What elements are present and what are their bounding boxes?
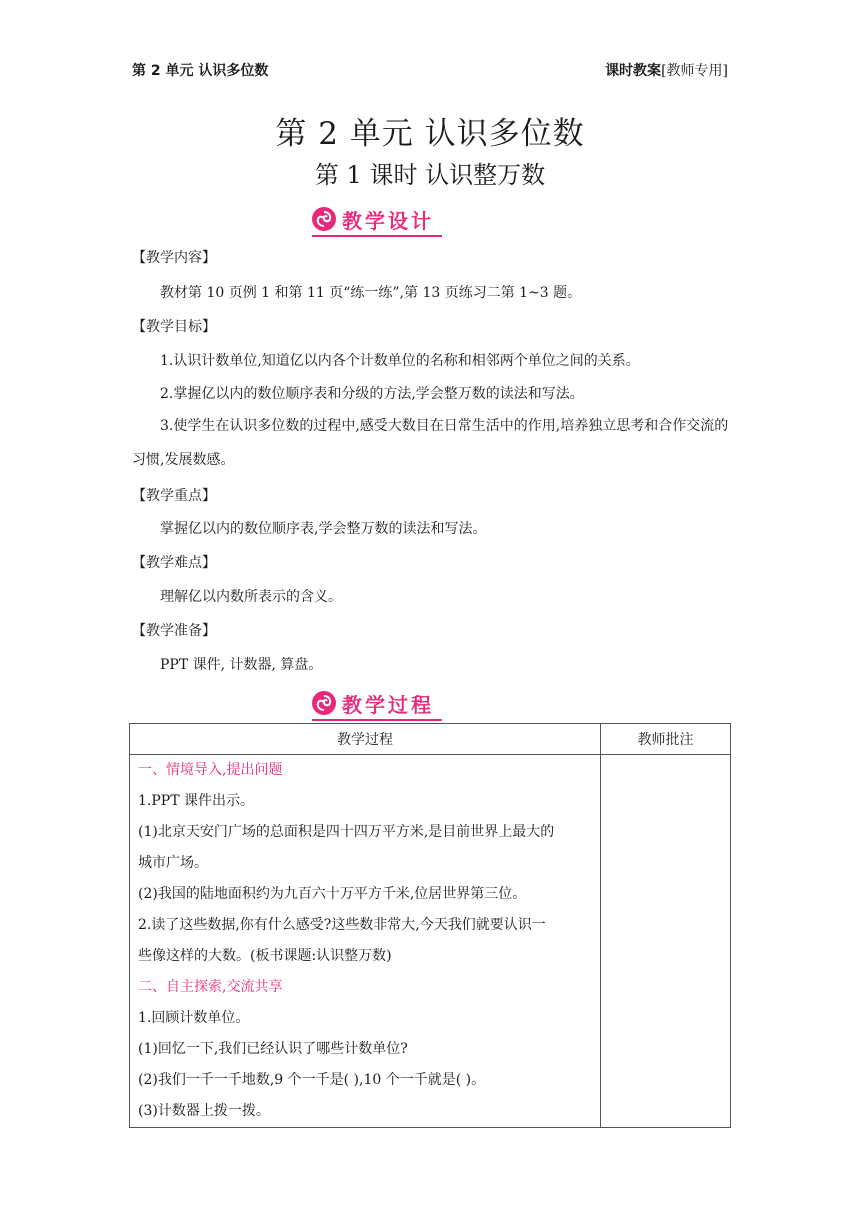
banner-design-text: 教学设计 bbox=[342, 208, 434, 233]
process-line: 城市广场。 bbox=[138, 855, 208, 871]
process-section-heading: 一、情境导入,提出问题 bbox=[138, 762, 283, 778]
process-line: 些像这样的大数。(板书课题:认识整万数) bbox=[138, 948, 392, 964]
swirl-icon bbox=[312, 691, 336, 715]
col-header-notes: 教师批注 bbox=[601, 724, 731, 755]
process-line: (2)我们一千一千地数,9 个一千是( ),10 个一千就是( )。 bbox=[138, 1072, 486, 1088]
banner-process-text: 教学过程 bbox=[342, 692, 434, 717]
process-cell bbox=[130, 755, 601, 1128]
heading-key: 【教学重点】 bbox=[132, 488, 216, 504]
heading-content: 【教学内容】 bbox=[132, 250, 216, 266]
heading-prep: 【教学准备】 bbox=[132, 623, 216, 639]
process-line: (1)回忆一下,我们已经认识了哪些计数单位? bbox=[138, 1041, 408, 1057]
banner-underline bbox=[312, 235, 442, 237]
col-header-process: 教学过程 bbox=[130, 724, 601, 755]
header-label bbox=[605, 60, 728, 80]
header-label-main: 课时教案 bbox=[605, 63, 662, 79]
difficulty-text: 理解亿以内数所表示的含义。 bbox=[160, 589, 342, 605]
process-lines bbox=[138, 755, 592, 1127]
goal-2: 2.掌握亿以内的数位顺序表和分级的方法,学会整万数的读法和写法。 bbox=[160, 386, 584, 402]
process-line: 1.PPT 课件出示。 bbox=[138, 793, 254, 809]
heading-difficulty: 【教学难点】 bbox=[132, 555, 216, 571]
process-line: (3)计数器上拨一拨。 bbox=[138, 1103, 270, 1119]
process-table bbox=[129, 723, 731, 1128]
page-subtitle: 第 1 课时 认识整万数 bbox=[314, 161, 546, 189]
banner-process bbox=[312, 688, 434, 718]
process-line: (2)我国的陆地面积约为九百六十万平方千米,位居世界第三位。 bbox=[138, 886, 527, 902]
goal-3: 3.使学生在认识多位数的过程中,感受大数目在日常生活中的作用,培养独立思考和合作交流的习惯,发展数感。 bbox=[132, 418, 729, 468]
prep-text: PPT 课件, 计数器, 算盘。 bbox=[160, 657, 323, 673]
header-label-bracket: [教师专用] bbox=[661, 63, 728, 79]
table-header-row bbox=[130, 724, 731, 755]
process-line: (1)北京天安门广场的总面积是四十四万平方米,是目前世界上最大的 bbox=[138, 824, 555, 840]
banner-design bbox=[312, 204, 434, 234]
banner-underline bbox=[312, 719, 442, 721]
content-text: 教材第 10 页例 1 和第 11 页“练一练”,第 13 页练习二第 1~3 题。 bbox=[160, 285, 582, 301]
heading-goals: 【教学目标】 bbox=[132, 319, 216, 335]
swirl-icon bbox=[312, 207, 336, 231]
header-unit: 第 2 单元 认识多位数 bbox=[132, 63, 269, 79]
goal-1: 1.认识计数单位,知道亿以内各个计数单位的名称和相邻两个单位之间的关系。 bbox=[160, 353, 640, 369]
process-line: 2.读了这些数据,你有什么感受?这些数非常大,今天我们就要认识一 bbox=[138, 917, 546, 933]
process-section-heading: 二、自主探索,交流共享 bbox=[138, 979, 283, 995]
table-row bbox=[130, 755, 731, 1128]
key-text: 掌握亿以内的数位顺序表,学会整万数的读法和写法。 bbox=[160, 521, 487, 537]
process-line: 1.回顾计数单位。 bbox=[138, 1010, 250, 1026]
page-title: 第 2 单元 认识多位数 bbox=[275, 116, 585, 152]
notes-cell bbox=[601, 755, 731, 1128]
